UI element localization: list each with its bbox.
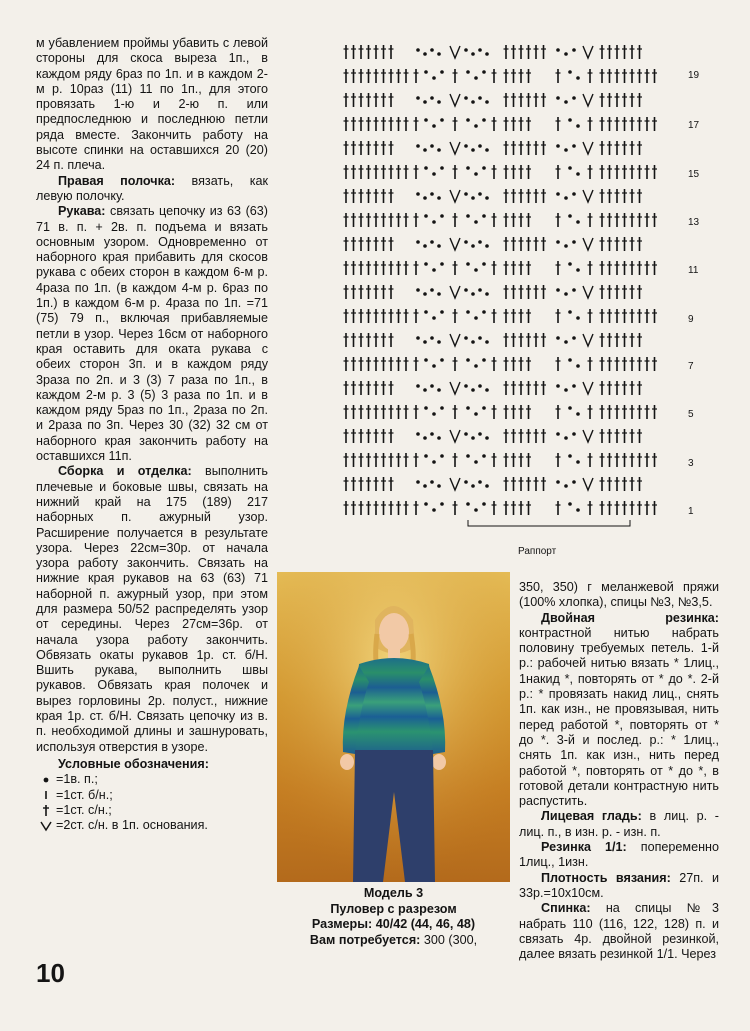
chart-chain-dot bbox=[423, 196, 427, 200]
chart-chain-dot bbox=[466, 406, 470, 410]
chart-chain-dot bbox=[474, 460, 478, 464]
chart-v-stitch bbox=[450, 286, 460, 298]
chart-chain-dot bbox=[416, 384, 420, 388]
model-illustration bbox=[277, 572, 510, 882]
chart-chain-dot bbox=[564, 52, 568, 56]
chart-chain-dot bbox=[564, 340, 568, 344]
model-caption bbox=[277, 886, 510, 948]
v-stitch-icon bbox=[36, 820, 56, 832]
chart-chain-dot bbox=[474, 316, 478, 320]
chart-chain-dot bbox=[423, 292, 427, 296]
chart-chain-dot bbox=[576, 124, 580, 128]
chart-chain-dot bbox=[556, 96, 560, 100]
chart-chain-dot bbox=[430, 144, 434, 148]
row-number: 17 bbox=[688, 120, 700, 131]
chart-chain-dot bbox=[471, 340, 475, 344]
chart-chain-dot bbox=[576, 364, 580, 368]
text-stockinette: в лиц. р. - лиц. п., в изн. р. - изн. п. bbox=[519, 809, 719, 839]
chart-chain-dot bbox=[482, 502, 486, 506]
chart-chain-dot bbox=[466, 454, 470, 458]
chart-chain-dot bbox=[572, 240, 576, 244]
chart-chain-dot bbox=[478, 48, 482, 52]
chart-chain-dot bbox=[440, 310, 444, 314]
chart-chain-dot bbox=[478, 336, 482, 340]
chart-chain-dot bbox=[416, 240, 420, 244]
chart-chain-dot bbox=[423, 388, 427, 392]
chart-v-stitch bbox=[450, 382, 460, 394]
chart-chain-dot bbox=[478, 480, 482, 484]
chart-chain-dot bbox=[568, 358, 572, 362]
chart-chain-dot bbox=[568, 118, 572, 122]
chart-chain-dot bbox=[424, 214, 428, 218]
chart-chain-dot bbox=[440, 166, 444, 170]
chart-chain-dot bbox=[564, 100, 568, 104]
legend-item bbox=[36, 803, 268, 818]
chart-chain-dot bbox=[485, 340, 489, 344]
heading-assembly: Сборка и отделка: bbox=[58, 464, 192, 479]
chart-v-stitch bbox=[583, 382, 593, 394]
paragraph-rib bbox=[519, 840, 719, 871]
heading-stockinette: Лицевая гладь: bbox=[541, 809, 642, 824]
chart-chain-dot bbox=[432, 268, 436, 272]
left-text-column bbox=[36, 36, 268, 833]
chart-chain-dot bbox=[564, 484, 568, 488]
chart-chain-dot bbox=[556, 288, 560, 292]
row-number: 19 bbox=[688, 70, 700, 81]
rapport-bracket bbox=[468, 520, 630, 526]
crochet-chart bbox=[338, 38, 698, 558]
chart-v-stitch bbox=[583, 286, 593, 298]
chart-chain-dot bbox=[564, 196, 568, 200]
chart-chain-dot bbox=[485, 196, 489, 200]
chart-chain-dot bbox=[568, 262, 572, 266]
chart-chain-dot bbox=[474, 412, 478, 416]
chart-chain-dot bbox=[464, 336, 468, 340]
chart-chain-dot bbox=[424, 118, 428, 122]
paragraph-assembly bbox=[36, 464, 268, 755]
chart-chain-dot bbox=[478, 288, 482, 292]
chart-chain-dot bbox=[478, 96, 482, 100]
chart-chain-dot bbox=[482, 454, 486, 458]
model-number: Модель 3 bbox=[363, 886, 424, 900]
chart-chain-dot bbox=[474, 364, 478, 368]
chart-v-stitch bbox=[450, 46, 460, 58]
chart-chain-dot bbox=[464, 288, 468, 292]
heading-gauge: Плотность вязания: bbox=[541, 870, 671, 885]
chart-chain-dot bbox=[485, 100, 489, 104]
legend-item bbox=[36, 772, 268, 787]
needs-label: Вам потребуется: bbox=[309, 932, 421, 947]
chart-chain-dot bbox=[430, 192, 434, 196]
chart-v-stitch bbox=[450, 430, 460, 442]
chart-chain-dot bbox=[432, 316, 436, 320]
chart-chain-dot bbox=[568, 70, 572, 74]
chart-chain-dot bbox=[572, 480, 576, 484]
row-number: 1 bbox=[688, 506, 694, 517]
chart-chain-dot bbox=[423, 244, 427, 248]
chart-chain-dot bbox=[572, 96, 576, 100]
legend bbox=[36, 757, 268, 833]
chart-chain-dot bbox=[432, 220, 436, 224]
chart-chain-dot bbox=[440, 214, 444, 218]
chart-chain-dot bbox=[471, 388, 475, 392]
chart-chain-dot bbox=[430, 432, 434, 436]
chart-chain-dot bbox=[482, 262, 486, 266]
legend-item-text: =2ст. с/н. в 1п. основания. bbox=[56, 818, 208, 833]
chart-chain-dot bbox=[424, 454, 428, 458]
chart-chain-dot bbox=[464, 240, 468, 244]
chart-chain-dot bbox=[437, 436, 441, 440]
chart-chain-dot bbox=[440, 358, 444, 362]
chart-chain-dot bbox=[482, 214, 486, 218]
chart-chain-dot bbox=[466, 166, 470, 170]
chart-chain-dot bbox=[478, 144, 482, 148]
paragraph-right-front bbox=[36, 174, 268, 205]
chart-chain-dot bbox=[568, 406, 572, 410]
chart-chain-dot bbox=[471, 52, 475, 56]
row-number: 9 bbox=[688, 314, 694, 325]
chart-chain-dot bbox=[568, 214, 572, 218]
page-number: 10 bbox=[36, 958, 65, 988]
chart-chain-dot bbox=[416, 336, 420, 340]
text-rib: попеременно 1лиц., 1изн. bbox=[519, 840, 719, 870]
chart-chain-dot bbox=[576, 412, 580, 416]
chart-chain-dot bbox=[416, 144, 420, 148]
sizes-label: Размеры: bbox=[311, 917, 373, 931]
chart-chain-dot bbox=[576, 172, 580, 176]
chart-chain-dot bbox=[424, 262, 428, 266]
paragraph-double-rib bbox=[519, 611, 719, 810]
sizes-value: 40/42 (44, 46, 48) bbox=[375, 917, 476, 931]
chart-chain-dot bbox=[423, 148, 427, 152]
chart-v-stitch bbox=[583, 46, 593, 58]
model-sizes bbox=[277, 917, 510, 933]
chart-chain-dot bbox=[572, 288, 576, 292]
heading-sleeves: Рукава: bbox=[58, 204, 106, 219]
chart-chain-dot bbox=[437, 244, 441, 248]
chart-chain-dot bbox=[424, 70, 428, 74]
chart-v-stitch bbox=[583, 94, 593, 106]
paragraph-stockinette bbox=[519, 809, 719, 840]
chart-chain-dot bbox=[556, 480, 560, 484]
chart-chain-dot bbox=[423, 100, 427, 104]
chart-chain-dot bbox=[464, 192, 468, 196]
row-number: 3 bbox=[688, 458, 694, 469]
paragraph-left-front-end: м убавлением проймы убавить с левой стороны для скоса выреза 1п., в каждом ряду 6раз по 1п. и в каждом 2-м р. 10раз (11) 11 по 1п., для этого провязать 1-ю и 2-ю п. или предпоследнюю и последнюю петли ряда вместе. Закончить работу на высоте спинки на оставшихся 20 (20) 24 п. плеча. bbox=[36, 36, 268, 173]
chart-chain-dot bbox=[564, 292, 568, 296]
chart-chain-dot bbox=[437, 484, 441, 488]
needs-value: 300 (300, bbox=[420, 932, 478, 947]
chart-chain-dot bbox=[471, 100, 475, 104]
chart-v-stitch bbox=[583, 190, 593, 202]
chart-v-stitch bbox=[583, 238, 593, 250]
chart-chain-dot bbox=[440, 502, 444, 506]
model-photo bbox=[277, 572, 510, 882]
chart-chain-dot bbox=[430, 336, 434, 340]
chart-chain-dot bbox=[474, 124, 478, 128]
chart-chain-dot bbox=[464, 96, 468, 100]
chart-chain-dot bbox=[430, 48, 434, 52]
row-number: 5 bbox=[688, 409, 694, 420]
chart-chain-dot bbox=[432, 460, 436, 464]
legend-item-text: =1в. п.; bbox=[56, 772, 98, 787]
chart-chain-dot bbox=[440, 70, 444, 74]
chart-chain-dot bbox=[440, 454, 444, 458]
chart-chain-dot bbox=[424, 310, 428, 314]
chart-chain-dot bbox=[556, 384, 560, 388]
chart-chain-dot bbox=[485, 244, 489, 248]
chart-v-stitch bbox=[583, 142, 593, 154]
chart-chain-dot bbox=[576, 316, 580, 320]
chart-chain-dot bbox=[432, 412, 436, 416]
row-number: 11 bbox=[688, 265, 699, 276]
chart-chain-dot bbox=[424, 358, 428, 362]
chart-v-stitch bbox=[450, 334, 460, 346]
chart-chain-dot bbox=[572, 384, 576, 388]
right-text-column bbox=[519, 580, 719, 962]
chart-chain-dot bbox=[556, 336, 560, 340]
chart-chain-dot bbox=[423, 436, 427, 440]
chart-chain-dot bbox=[568, 454, 572, 458]
text-right-front: вязать, как левую полочку. bbox=[36, 173, 268, 203]
chart-chain-dot bbox=[464, 48, 468, 52]
chart-chain-dot bbox=[556, 240, 560, 244]
paragraph-materials: 350, 350) г меланжевой пряжи (100% хлопка), спицы №3, №3,5. bbox=[519, 580, 719, 610]
chart-chain-dot bbox=[474, 508, 478, 512]
chart-chain-dot bbox=[568, 502, 572, 506]
chart-v-stitch bbox=[450, 142, 460, 154]
chart-chain-dot bbox=[471, 244, 475, 248]
chart-chain-dot bbox=[432, 124, 436, 128]
chart-chain-dot bbox=[471, 292, 475, 296]
chart-chain-dot bbox=[478, 384, 482, 388]
chart-chain-dot bbox=[416, 96, 420, 100]
paragraph-sleeves bbox=[36, 204, 268, 464]
chart-chain-dot bbox=[430, 288, 434, 292]
chart-chain-dot bbox=[466, 70, 470, 74]
chart-chain-dot bbox=[466, 214, 470, 218]
chart-chain-dot bbox=[416, 432, 420, 436]
chart-chain-dot bbox=[464, 480, 468, 484]
chart-chain-dot bbox=[430, 96, 434, 100]
chart-chain-dot bbox=[466, 310, 470, 314]
chart-chain-dot bbox=[464, 432, 468, 436]
chart-chain-dot bbox=[482, 406, 486, 410]
chart-chain-dot bbox=[576, 460, 580, 464]
rapport-label: Раппорт bbox=[518, 546, 557, 557]
row-number: 7 bbox=[688, 361, 694, 372]
chart-chain-dot bbox=[474, 268, 478, 272]
chart-chain-dot bbox=[482, 70, 486, 74]
legend-item bbox=[36, 818, 268, 833]
chart-chain-dot bbox=[437, 52, 441, 56]
text-sleeves: связать цепочку из 63 (63) 71 в. п. + 2в. п. подъема и вязать основным узором. Одновременно от наборного края прибавить для скосов рукава с обеих сторон в каждом 6-м р. 4раза по 1п. (в каждом 4-м р. 6раз по 1п.) в каждом 6-м р. 4раза по 1п. =71 (75) 79 п., включая прибавляемые петли в узор. Через 16см от наборного края оставить для оката рукава с обеих сторон 3п. и в каждом ряду 3раза по 2п. и 3 (3) 7 раза по 1п., в каждом 2-м р. 3 (5) 3 раза по 1п. и в каждом ряду 5раз по 1п., 2раза по 2п. и 2раза по 3п. Через 30 (32) 32 см от наборного края закончить работу на оставшихся 11п. bbox=[36, 204, 268, 464]
chart-chain-dot bbox=[437, 388, 441, 392]
chart-chain-dot bbox=[576, 76, 580, 80]
chart-chain-dot bbox=[424, 406, 428, 410]
chart-chain-dot bbox=[564, 148, 568, 152]
chart-chain-dot bbox=[485, 436, 489, 440]
chart-chain-dot bbox=[423, 52, 427, 56]
chart-chain-dot bbox=[440, 406, 444, 410]
chart-grid bbox=[338, 38, 688, 528]
chart-chain-dot bbox=[471, 436, 475, 440]
chart-v-stitch bbox=[450, 94, 460, 106]
chart-chain-dot bbox=[485, 52, 489, 56]
chart-chain-dot bbox=[564, 388, 568, 392]
chart-chain-dot bbox=[572, 336, 576, 340]
chart-chain-dot bbox=[576, 268, 580, 272]
legend-item-text: =1ст. с/н.; bbox=[56, 802, 112, 817]
chart-chain-dot bbox=[568, 166, 572, 170]
chart-chain-dot bbox=[471, 148, 475, 152]
chart-chain-dot bbox=[430, 480, 434, 484]
text-gauge: 27п. и 33р.=10х10см. bbox=[519, 870, 719, 900]
chart-v-stitch bbox=[583, 430, 593, 442]
chart-chain-dot bbox=[440, 118, 444, 122]
chart-chain-dot bbox=[464, 144, 468, 148]
chart-chain-dot bbox=[556, 144, 560, 148]
chart-chain-dot bbox=[576, 508, 580, 512]
chart-chain-dot bbox=[564, 436, 568, 440]
chart-chain-dot bbox=[478, 240, 482, 244]
chart-chain-dot bbox=[430, 240, 434, 244]
chart-chain-dot bbox=[474, 172, 478, 176]
text-back: на спицы №3 набрать 110 (116, 122, 128) п. и связать 4р. двойной резинкой, далее вязать резинкой 1/1. Через bbox=[519, 901, 719, 962]
chart-chain-dot bbox=[572, 144, 576, 148]
chart-chain-dot bbox=[466, 502, 470, 506]
chart-chain-dot bbox=[556, 432, 560, 436]
chart-chain-dot bbox=[437, 148, 441, 152]
chart-chain-dot bbox=[430, 384, 434, 388]
paragraph-back bbox=[519, 901, 719, 962]
cross-stitch-icon bbox=[36, 804, 56, 817]
dot-icon bbox=[36, 775, 56, 785]
chart-chain-dot bbox=[432, 508, 436, 512]
chart-chain-dot bbox=[474, 220, 478, 224]
model-needs bbox=[277, 933, 510, 949]
chart-chain-dot bbox=[416, 192, 420, 196]
heading-right-front: Правая полочка: bbox=[58, 173, 176, 188]
chart-chain-dot bbox=[572, 432, 576, 436]
chart-chain-dot bbox=[572, 48, 576, 52]
chart-chain-dot bbox=[564, 244, 568, 248]
legend-title: Условные обозначения: bbox=[58, 756, 209, 771]
chart-v-stitch bbox=[450, 190, 460, 202]
row-number: 13 bbox=[688, 217, 700, 228]
heading-double-rib: Двойная резинка: bbox=[541, 610, 719, 625]
chart-chain-dot bbox=[482, 310, 486, 314]
chart-chain-dot bbox=[437, 196, 441, 200]
paragraph-gauge bbox=[519, 871, 719, 902]
model-name: Пуловер с разрезом bbox=[330, 901, 457, 916]
chart-chain-dot bbox=[416, 48, 420, 52]
chart-chain-dot bbox=[478, 432, 482, 436]
chart-chain-dot bbox=[432, 76, 436, 80]
chart-chain-dot bbox=[432, 172, 436, 176]
chart-chain-dot bbox=[432, 364, 436, 368]
legend-item bbox=[36, 788, 268, 803]
tick-icon bbox=[36, 789, 56, 801]
chart-chain-dot bbox=[568, 310, 572, 314]
chart-v-stitch bbox=[583, 478, 593, 490]
chart-chain-dot bbox=[423, 484, 427, 488]
chart-chain-dot bbox=[423, 340, 427, 344]
chart-chain-dot bbox=[485, 388, 489, 392]
chart-chain-dot bbox=[437, 340, 441, 344]
chart-chain-dot bbox=[466, 118, 470, 122]
chart-v-stitch bbox=[450, 478, 460, 490]
chart-chain-dot bbox=[424, 502, 428, 506]
chart-chain-dot bbox=[478, 192, 482, 196]
chart-chain-dot bbox=[576, 220, 580, 224]
chart-chain-dot bbox=[416, 288, 420, 292]
heading-rib: Резинка 1/1: bbox=[541, 840, 627, 855]
chart-v-stitch bbox=[583, 334, 593, 346]
chart-chain-dot bbox=[471, 196, 475, 200]
chart-chain-dot bbox=[485, 148, 489, 152]
chart-chain-dot bbox=[474, 76, 478, 80]
chart-chain-dot bbox=[485, 292, 489, 296]
text-assembly: выполнить плечевые и боковые швы, связать на нижний край на 175 (189) 217 наборных п. ажурный узор. Расширение получается в результате узора. Через 22см=30р. от начала узора работу закончить. Связать на нижние края рукавов на 63 (63) 71 наборной п. ажурный узор, при этом для размера 50/52 распределять узор от середины. Через 27см=36р. от начала узора работу закончить. Обвязать окаты рукавов 1р. ст. б/Н. Вшить рукава, выполнить швы рукавов. Обвязать края полочек и вырез горловины 2р. полуст., нижние края 1р. ст. б/Н. Связать цепочку из в. п. необходимой длины и зашнуровать, используя отверстия в узоре. bbox=[36, 464, 268, 754]
chart-chain-dot bbox=[556, 48, 560, 52]
chart-chain-dot bbox=[466, 358, 470, 362]
row-number: 15 bbox=[688, 169, 700, 180]
chart-chain-dot bbox=[485, 484, 489, 488]
chart-chain-dot bbox=[482, 358, 486, 362]
heading-back: Спинка: bbox=[541, 901, 591, 916]
chart-chain-dot bbox=[464, 384, 468, 388]
chart-chain-dot bbox=[437, 100, 441, 104]
chart-chain-dot bbox=[440, 262, 444, 266]
chart-chain-dot bbox=[437, 292, 441, 296]
chart-chain-dot bbox=[482, 118, 486, 122]
legend-item-text: =1ст. б/н.; bbox=[56, 787, 113, 802]
chart-v-stitch bbox=[450, 238, 460, 250]
chart-chain-dot bbox=[482, 166, 486, 170]
chart-chain-dot bbox=[466, 262, 470, 266]
chart-chain-dot bbox=[416, 480, 420, 484]
chart-chain-dot bbox=[471, 484, 475, 488]
chart-chain-dot bbox=[556, 192, 560, 196]
text-double-rib: контрастной нитью набрать половину требуемых петель. 1-й р.: рабочей нитью вязать * 1лиц., 1накид *, повторять от * до *. 2-й р.: * провязать накид лиц., снять 1п. как изн., не провязывая, нить перед работой *, повторять от * до *. 3-й и послед. р.: * 1лиц., снять 1п. как изн., нить перед работой *, повторять от * до *, в готовой детали контрастную нить распустить. bbox=[519, 625, 719, 809]
chart-chain-dot bbox=[572, 192, 576, 196]
chart-chain-dot bbox=[424, 166, 428, 170]
